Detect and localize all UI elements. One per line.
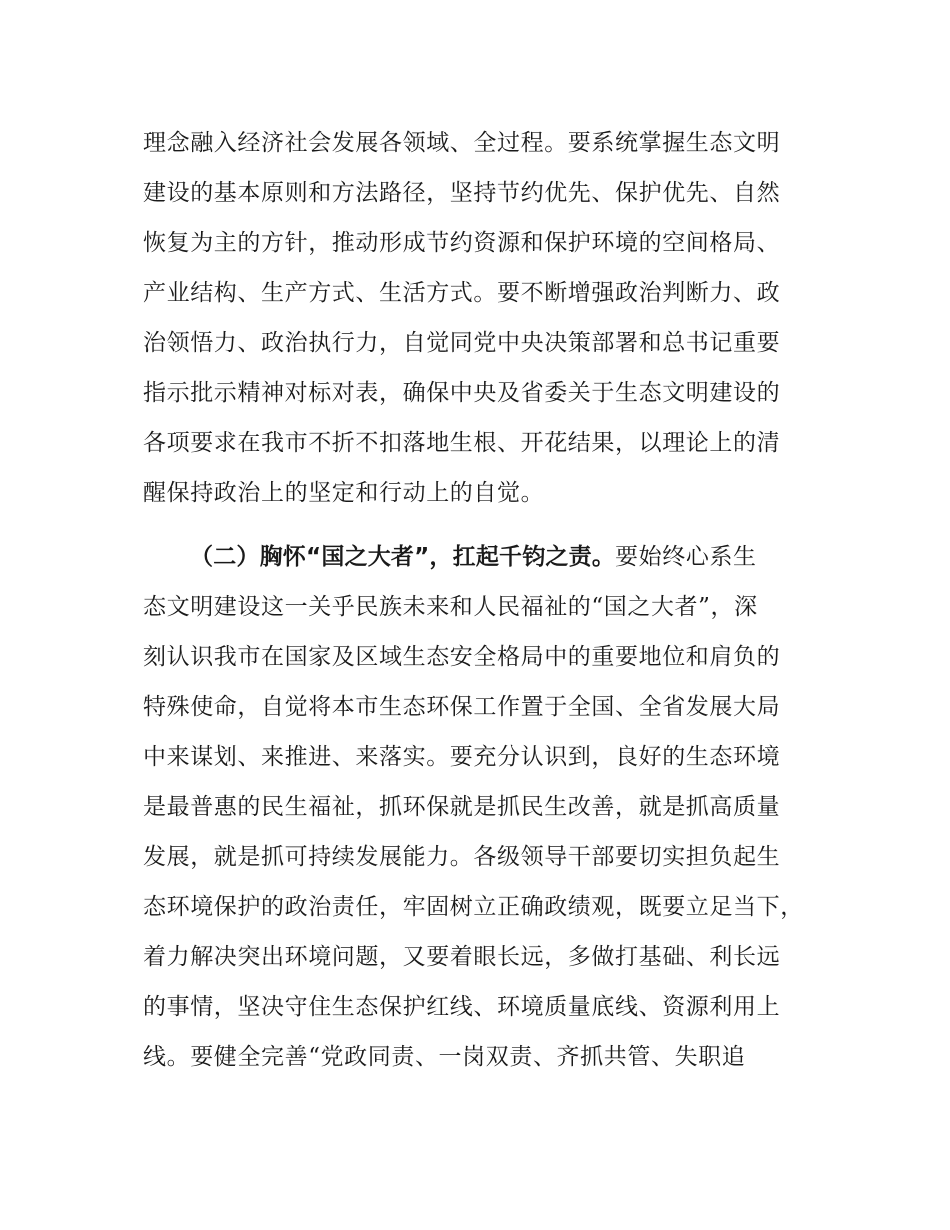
text-line: 醒保持政治上的坚定和行动上的自觉。 <box>143 480 545 506</box>
section-heading: （二）胸怀“国之大者”，扛起千钧之责。 <box>190 544 616 570</box>
text-line: 是最普惠的民生福祉，抓环保就是抓民生改善，就是抓高质量 <box>143 794 781 820</box>
text-line: 各项要求在我市不折不扣落地生根、开花结果，以理论上的清 <box>143 430 781 456</box>
text-line: 中来谋划、来推进、来落实。要充分认识到，良好的生态环境 <box>143 744 781 770</box>
text-line: 着力解决突出环境问题，又要着眼长远，多做打基础、利长远 <box>143 944 781 970</box>
text-line: 刻认识我市在国家及区域生态安全格局中的重要地位和肩负的 <box>143 644 781 670</box>
text-line: 恢复为主的方针，推动形成节约资源和保护环境的空间格局、 <box>143 230 781 256</box>
text-line: 指示批示精神对标对表，确保中央及省委关于生态文明建设的 <box>143 380 781 406</box>
text-line: 理念融入经济社会发展各领域、全过程。要系统掌握生态文明 <box>143 130 781 156</box>
text-line: 建设的基本原则和方法路径，坚持节约优先、保护优先、自然 <box>143 180 781 206</box>
text-line: 产业结构、生产方式、生活方式。要不断增强政治判断力、政 <box>143 280 781 306</box>
heading-line-text: 要始终心系生 <box>615 544 757 570</box>
text-line: 态环境保护的政治责任，牢固树立正确政绩观，既要立足当下， <box>143 894 804 920</box>
text-line: 治领悟力、政治执行力，自觉同党中央决策部署和总书记重要 <box>143 330 781 356</box>
section-heading-line <box>190 542 757 572</box>
text-line: 线。要健全完善“党政同责、一岗双责、齐抓共管、失职追 <box>143 1044 746 1070</box>
text-line: 发展，就是抓可持续发展能力。各级领导干部要切实担负起生 <box>143 844 781 870</box>
text-line: 特殊使命，自觉将本市生态环保工作置于全国、全省发展大局 <box>143 694 781 720</box>
text-line: 的事情，坚决守住生态保护红线、环境质量底线、资源利用上 <box>143 994 781 1020</box>
text-line: 态文明建设这一关乎民族未来和人民福祉的“国之大者”，深 <box>143 594 758 620</box>
